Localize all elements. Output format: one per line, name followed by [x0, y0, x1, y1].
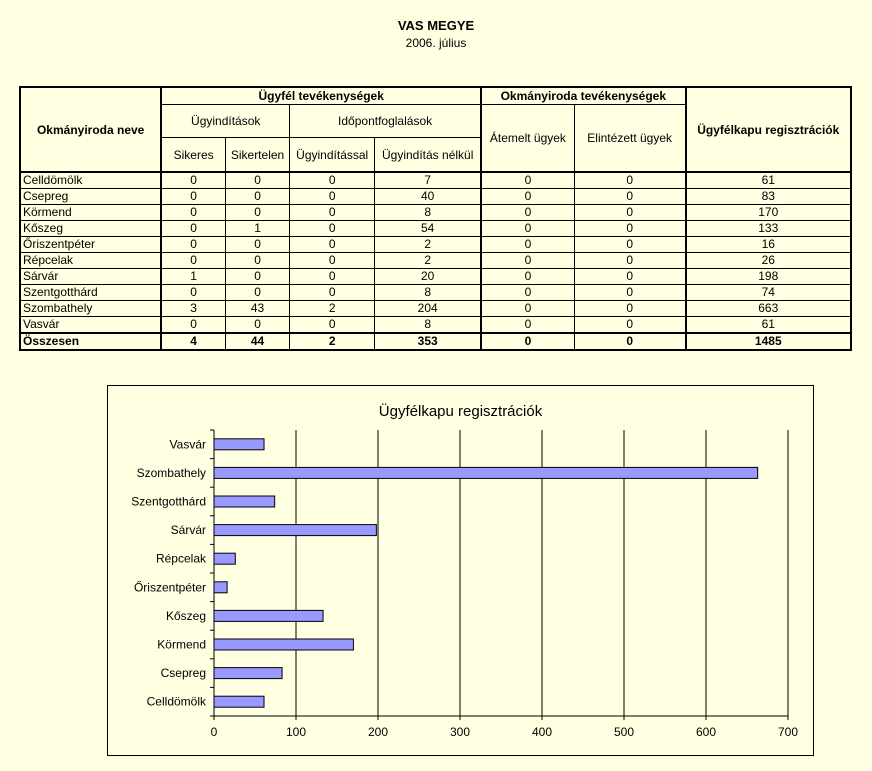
x-tick-label: 700 — [777, 725, 799, 739]
x-tick-label: 500 — [613, 725, 635, 739]
bar — [214, 553, 235, 564]
x-tick-label: 0 — [210, 725, 218, 739]
x-tick-label: 300 — [449, 725, 471, 739]
header-without-case-start: Ügyindítás nélkül — [375, 138, 481, 173]
cell-registrations: 663 — [686, 301, 851, 317]
cell-office-name: Őriszentpéter — [20, 237, 161, 253]
bar — [214, 496, 275, 507]
header-unsuccessful: Sikertelen — [225, 138, 289, 173]
cell-office-name: Csepreg — [20, 189, 161, 205]
cell-total-unsuccessful: 44 — [225, 333, 289, 350]
cell-office-name: Kőszeg — [20, 221, 161, 237]
cell-without-case-start: 8 — [375, 317, 481, 334]
header-registrations: Ügyfélkapu regisztrációk — [686, 87, 851, 172]
cell-without-case-start: 8 — [375, 205, 481, 221]
x-tick-label: 400 — [531, 725, 553, 739]
cell-completed: 0 — [574, 253, 685, 269]
chart-svg — [108, 386, 813, 755]
cell-total-completed: 0 — [574, 333, 685, 350]
cell-total-with-case-start: 2 — [290, 333, 375, 350]
cell-completed: 0 — [574, 221, 685, 237]
x-tick-label: 100 — [285, 725, 307, 739]
cell-unsuccessful: 0 — [225, 172, 289, 189]
table-row — [20, 189, 851, 205]
cell-with-case-start: 0 — [290, 205, 375, 221]
bar — [214, 639, 353, 650]
cell-without-case-start: 2 — [375, 253, 481, 269]
cell-with-case-start: 0 — [290, 269, 375, 285]
cell-successful: 0 — [161, 205, 225, 221]
bar — [214, 439, 264, 450]
table-row — [20, 317, 851, 334]
cell-without-case-start: 2 — [375, 237, 481, 253]
page-title: VAS MEGYE — [397, 18, 475, 33]
cell-completed: 0 — [574, 317, 685, 334]
bar — [214, 668, 282, 679]
table-row — [20, 285, 851, 301]
cell-total-without-case-start: 353 — [375, 333, 481, 350]
cell-office-name: Szombathely — [20, 301, 161, 317]
cell-office-name: Sárvár — [20, 269, 161, 285]
cell-registrations: 16 — [686, 237, 851, 253]
header-successful: Sikeres — [161, 138, 225, 173]
cell-with-case-start: 0 — [290, 285, 375, 301]
cell-transferred: 0 — [481, 205, 574, 221]
table-row — [20, 301, 851, 317]
table-row — [20, 221, 851, 237]
cell-transferred: 0 — [481, 237, 574, 253]
header-client-activities: Ügyfél tevékenységek — [161, 87, 481, 105]
cell-successful: 3 — [161, 301, 225, 317]
header-with-case-start: Ügyindítással — [290, 138, 375, 173]
bar — [214, 610, 323, 621]
cell-office-name: Szentgotthárd — [20, 285, 161, 301]
cell-registrations: 170 — [686, 205, 851, 221]
y-tick-label: Celldömölk — [146, 694, 206, 709]
cell-transferred: 0 — [481, 221, 574, 237]
chart-title: Ügyfélkapu regisztrációk — [378, 403, 543, 420]
table-body — [20, 172, 851, 350]
cell-unsuccessful: 0 — [225, 285, 289, 301]
cell-unsuccessful: 0 — [225, 237, 289, 253]
cell-with-case-start: 0 — [290, 221, 375, 237]
y-tick-label: Őriszentpéter — [133, 580, 206, 595]
cell-without-case-start: 20 — [375, 269, 481, 285]
cell-transferred: 0 — [481, 301, 574, 317]
header-completed-cases: Elintézett ügyek — [574, 105, 685, 173]
cell-without-case-start: 40 — [375, 189, 481, 205]
table-row — [20, 269, 851, 285]
cell-successful: 0 — [161, 237, 225, 253]
cell-completed: 0 — [574, 301, 685, 317]
cell-with-case-start: 0 — [290, 253, 375, 269]
cell-transferred: 0 — [481, 317, 574, 334]
cell-without-case-start: 204 — [375, 301, 481, 317]
cell-total-label: Összesen — [20, 333, 161, 350]
cell-without-case-start: 7 — [375, 172, 481, 189]
cell-unsuccessful: 0 — [225, 205, 289, 221]
cell-with-case-start: 0 — [290, 172, 375, 189]
bar — [214, 696, 264, 707]
table-row — [20, 237, 851, 253]
cell-office-name: Celldömölk — [20, 172, 161, 189]
cell-successful: 0 — [161, 221, 225, 237]
statistics-table — [19, 86, 852, 351]
y-tick-label: Szombathely — [136, 465, 206, 480]
cell-office-name: Répcelak — [20, 253, 161, 269]
cell-registrations: 83 — [686, 189, 851, 205]
cell-unsuccessful: 0 — [225, 317, 289, 334]
cell-successful: 0 — [161, 317, 225, 334]
cell-successful: 0 — [161, 285, 225, 301]
bar — [214, 525, 376, 536]
cell-unsuccessful: 43 — [225, 301, 289, 317]
cell-with-case-start: 0 — [290, 317, 375, 334]
table-total-row — [20, 333, 851, 350]
cell-unsuccessful: 0 — [225, 189, 289, 205]
registrations-chart — [107, 385, 814, 756]
y-tick-label: Csepreg — [160, 666, 206, 681]
cell-total-registrations: 1485 — [686, 333, 851, 350]
cell-without-case-start: 8 — [375, 285, 481, 301]
cell-completed: 0 — [574, 172, 685, 189]
header-transferred-cases: Átemelt ügyek — [481, 105, 574, 173]
cell-total-transferred: 0 — [481, 333, 574, 350]
cell-transferred: 0 — [481, 285, 574, 301]
y-tick-label: Kőszeg — [165, 608, 206, 623]
table-row — [20, 253, 851, 269]
cell-completed: 0 — [574, 205, 685, 221]
table-row — [20, 172, 851, 189]
cell-registrations: 26 — [686, 253, 851, 269]
x-tick-label: 600 — [695, 725, 717, 739]
header-office-name: Okmányiroda neve — [20, 87, 161, 172]
cell-office-name: Körmend — [20, 205, 161, 221]
y-tick-label: Körmend — [157, 637, 206, 652]
y-tick-label: Szentgotthárd — [131, 494, 206, 509]
cell-unsuccessful: 0 — [225, 269, 289, 285]
cell-registrations: 74 — [686, 285, 851, 301]
y-tick-label: Sárvár — [170, 523, 206, 538]
cell-registrations: 133 — [686, 221, 851, 237]
header-office-activities: Okmányiroda tevékenységek — [481, 87, 685, 105]
cell-unsuccessful: 0 — [225, 253, 289, 269]
cell-without-case-start: 54 — [375, 221, 481, 237]
cell-transferred: 0 — [481, 172, 574, 189]
cell-transferred: 0 — [481, 269, 574, 285]
cell-transferred: 0 — [481, 189, 574, 205]
table-row — [20, 205, 851, 221]
cell-completed: 0 — [574, 189, 685, 205]
cell-registrations: 61 — [686, 317, 851, 334]
cell-with-case-start: 0 — [290, 189, 375, 205]
bar — [214, 582, 227, 593]
cell-with-case-start: 2 — [290, 301, 375, 317]
cell-successful: 1 — [161, 269, 225, 285]
header-appointments: Időpontfoglalások — [290, 105, 481, 138]
cell-registrations: 198 — [686, 269, 851, 285]
bar — [214, 467, 758, 478]
y-tick-label: Vasvár — [169, 437, 206, 452]
cell-with-case-start: 0 — [290, 237, 375, 253]
cell-office-name: Vasvár — [20, 317, 161, 334]
cell-successful: 0 — [161, 172, 225, 189]
cell-registrations: 61 — [686, 172, 851, 189]
cell-completed: 0 — [574, 269, 685, 285]
cell-transferred: 0 — [481, 253, 574, 269]
cell-successful: 0 — [161, 189, 225, 205]
cell-total-successful: 4 — [161, 333, 225, 350]
header-case-starts: Ügyindítások — [161, 105, 289, 138]
page-subtitle: 2006. július — [405, 36, 467, 50]
cell-successful: 0 — [161, 253, 225, 269]
cell-completed: 0 — [574, 237, 685, 253]
x-tick-label: 200 — [367, 725, 389, 739]
cell-unsuccessful: 1 — [225, 221, 289, 237]
y-tick-label: Répcelak — [155, 551, 206, 566]
cell-completed: 0 — [574, 285, 685, 301]
